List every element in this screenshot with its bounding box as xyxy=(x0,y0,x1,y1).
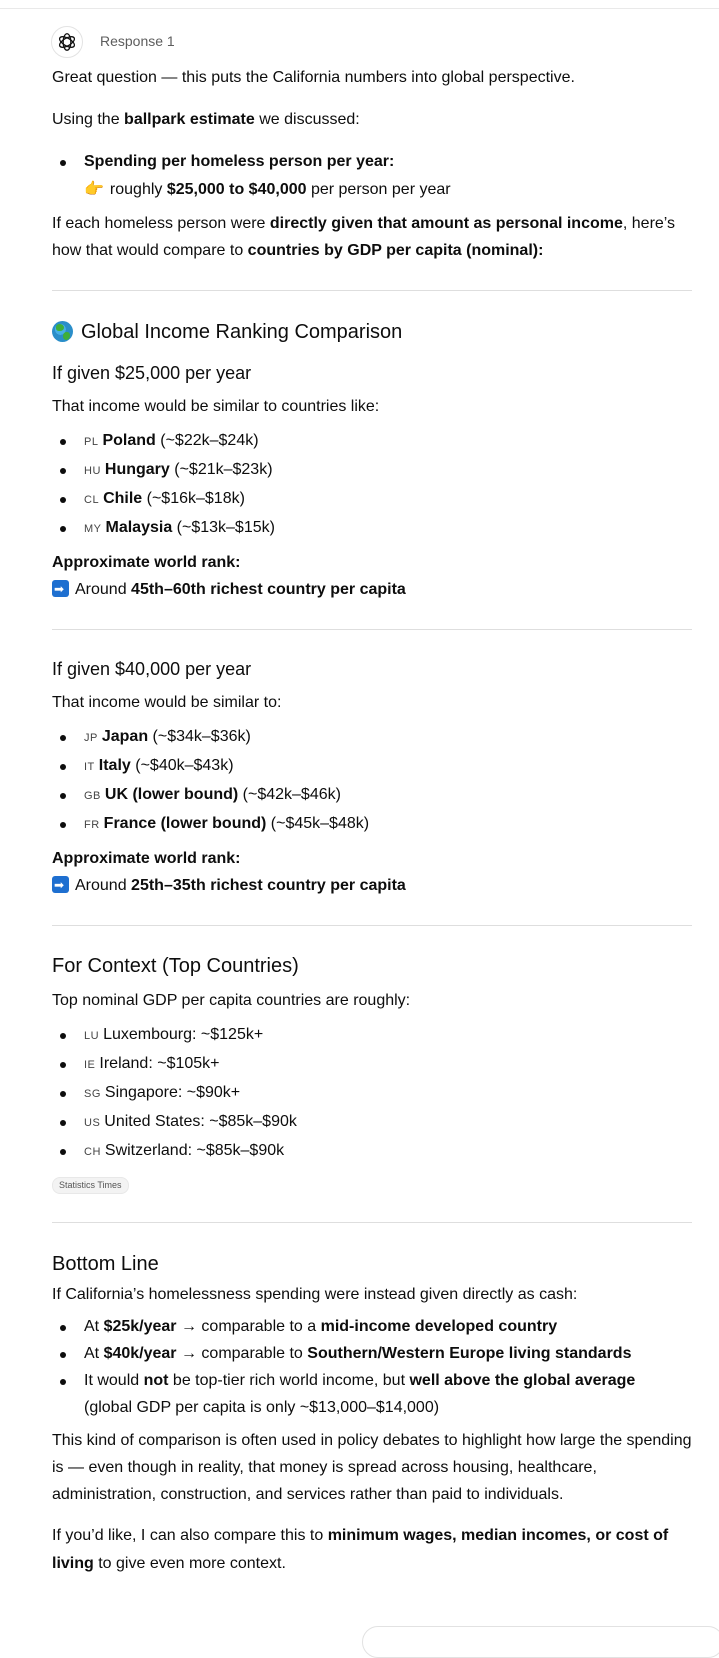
closing-paragraph: If you’d like, I can also compare this to minimum wages, median incomes, or cost of living to give even more context. xyxy=(52,1527,669,1572)
global-average-note: (global GDP per capita is only ~$13,000–$14,000) xyxy=(84,1399,440,1416)
list-item: PL Poland (~$22k–$24k) xyxy=(52,427,692,456)
list-item: GB UK (lower bound) (~$42k–$46k) xyxy=(52,781,692,810)
flag-jp-icon: JP xyxy=(84,732,98,744)
flag-pl-icon: PL xyxy=(84,436,99,448)
context-lead: Top nominal GDP per capita countries are roughly: xyxy=(52,992,411,1009)
list-item: FR France (lower bound) (~$45k–$48k) xyxy=(52,810,692,839)
top-countries-list xyxy=(52,1021,692,1166)
response-label: Response 1 xyxy=(100,33,175,49)
rank-value: ➡Around 25th–35th richest country per capita xyxy=(52,872,692,900)
divider xyxy=(52,290,692,291)
intro-paragraph: If each homeless person were directly given that amount as personal income, here’s how that would compare to countries by GDP per capita (nominal): xyxy=(52,215,676,259)
response-content xyxy=(52,64,692,1578)
section-25k-lead: That income would be similar to countries like: xyxy=(52,398,380,415)
spending-list xyxy=(52,148,692,204)
right-arrow-icon xyxy=(52,580,69,597)
list-item: IT Italy (~$40k–$43k) xyxy=(52,752,692,781)
flag-ch-icon: CH xyxy=(84,1146,101,1158)
intro-estimate-line: Using the ballpark estimate we discussed: xyxy=(52,111,360,128)
globe-icon xyxy=(52,321,73,342)
section-25k-heading: If given $25,000 per year xyxy=(52,363,252,383)
rank-value: ➡Around 45th–60th richest country per capita xyxy=(52,576,692,604)
intro-line: Great question — this puts the California numbers into global perspective. xyxy=(52,69,575,86)
bottom-line-list xyxy=(52,1313,692,1421)
list-item: SG Singapore: ~$90k+ xyxy=(52,1079,692,1108)
context-heading: For Context (Top Countries) xyxy=(52,955,299,977)
countries-40k-list xyxy=(52,723,692,839)
bottom-line-paragraph: This kind of comparison is often used in policy debates to highlight how large the spending is — even though in reality, that money is spread across housing, healthcare, administration, construction, and services rather than paid to individuals. xyxy=(52,1432,692,1503)
flag-lu-icon: LU xyxy=(84,1030,100,1042)
composer-bar-edge[interactable] xyxy=(362,1626,719,1658)
list-item: MY Malaysia (~$13k–$15k) xyxy=(52,514,692,543)
list-item: At $40k/year → comparable to Southern/Western Europe living standards xyxy=(52,1340,692,1367)
flag-us-icon: US xyxy=(84,1117,101,1129)
assistant-avatar xyxy=(51,26,83,58)
flag-hu-icon: HU xyxy=(84,465,101,477)
rank-label: Approximate world rank: xyxy=(52,850,241,867)
flag-it-icon: IT xyxy=(84,761,95,773)
list-item: CH Switzerland: ~$85k–$90k xyxy=(52,1137,692,1166)
flag-my-icon: MY xyxy=(84,523,102,535)
openai-logo-icon xyxy=(56,31,78,53)
source-citation-chip[interactable]: Statistics Times xyxy=(52,1177,129,1194)
divider xyxy=(52,1222,692,1223)
bottom-line-lead: If California’s homelessness spending were instead given directly as cash: xyxy=(52,1286,578,1303)
list-item: At $25k/year → comparable to a mid-income developed country xyxy=(52,1313,692,1340)
list-item: LU Luxembourg: ~$125k+ xyxy=(52,1021,692,1050)
list-item: It would not be top-tier rich world income, but well above the global average (global GDP per capita is only ~$13,000–$14,000) xyxy=(52,1367,692,1421)
list-item: CL Chile (~$16k–$18k) xyxy=(52,485,692,514)
rank-label: Approximate world rank: xyxy=(52,554,241,571)
pointing-hand-icon: 👉 xyxy=(84,181,104,198)
section-40k-lead: That income would be similar to: xyxy=(52,694,282,711)
list-item: IE Ireland: ~$105k+ xyxy=(52,1050,692,1079)
ranking-heading: Global Income Ranking Comparison xyxy=(52,317,692,347)
list-item: Spending per homeless person per year: 👉 roughly $25,000 to $40,000 per person per year xyxy=(52,148,692,204)
right-arrow-icon xyxy=(52,876,69,893)
flag-sg-icon: SG xyxy=(84,1088,101,1100)
top-divider xyxy=(0,8,719,9)
list-item: JP Japan (~$34k–$36k) xyxy=(52,723,692,752)
flag-gb-icon: GB xyxy=(84,790,101,802)
flag-fr-icon: FR xyxy=(84,819,100,831)
countries-25k-list xyxy=(52,427,692,543)
spending-value: 👉 roughly $25,000 to $40,000 per person per year xyxy=(84,176,692,204)
flag-ie-icon: IE xyxy=(84,1059,96,1071)
section-40k-heading: If given $40,000 per year xyxy=(52,659,252,679)
list-item: HU Hungary (~$21k–$23k) xyxy=(52,456,692,485)
flag-cl-icon: CL xyxy=(84,494,100,506)
divider xyxy=(52,925,692,926)
list-item: US United States: ~$85k–$90k xyxy=(52,1108,692,1137)
divider xyxy=(52,629,692,630)
bottom-line-heading: Bottom Line xyxy=(52,1253,159,1275)
